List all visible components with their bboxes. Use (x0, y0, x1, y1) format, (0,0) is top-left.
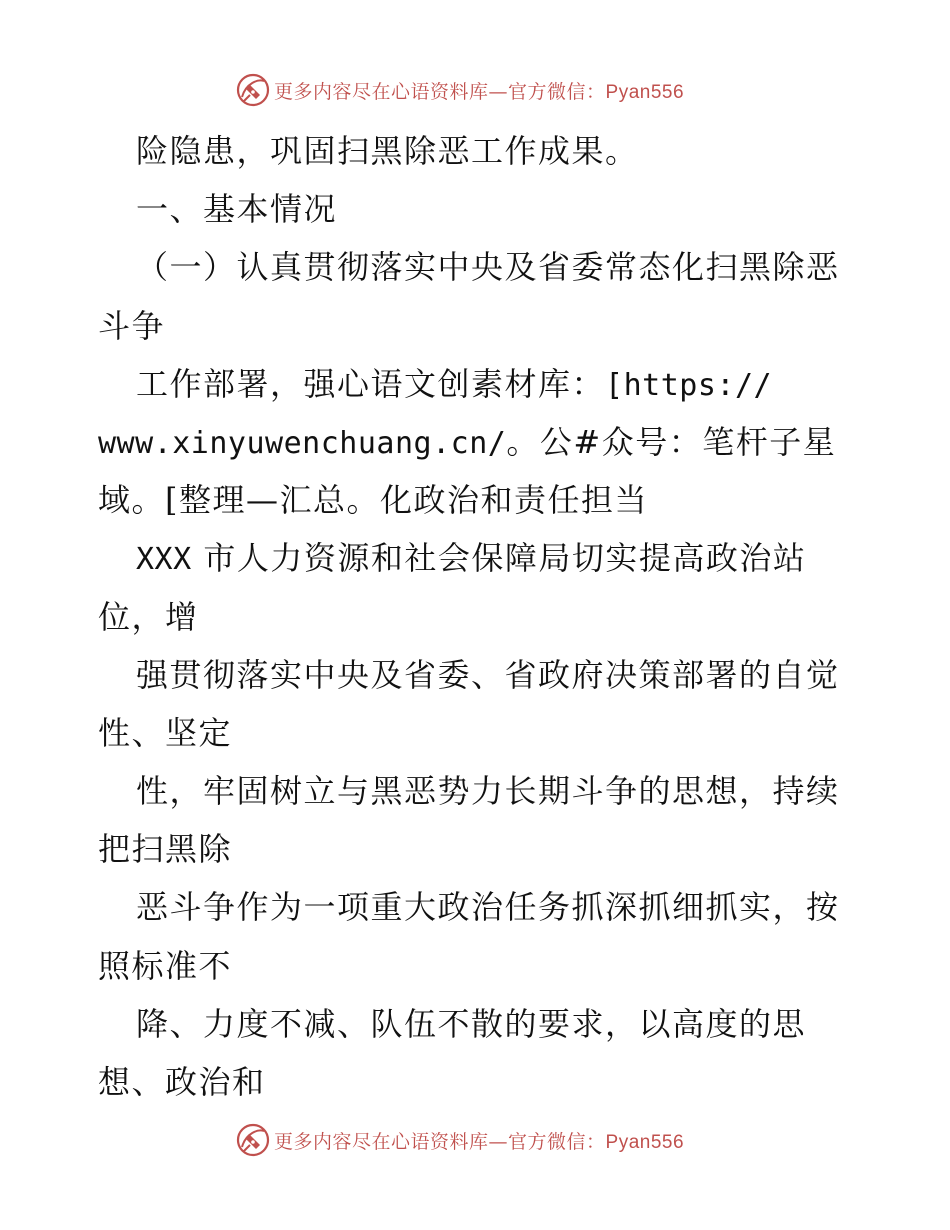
text-line-3: （一）认真贯彻落实中央及省委常态化扫黑除恶 (136, 248, 840, 287)
watermark-site-name: 更多内容尽在心语资料库 (274, 80, 489, 103)
text-line-10: 强贯彻落实中央及省委、省政府决策部署的自觉 (136, 655, 840, 694)
text-line-12: 性，牢固树立与黑恶势力长期斗争的思想，持续 (136, 772, 840, 811)
text-line-14: 恶斗争作为一项重大政治任务抓深抓细抓实，按 (136, 888, 840, 927)
pen-nib-swirl-logo-icon (236, 73, 270, 107)
text-line-11: 性、坚定 (98, 713, 233, 752)
watermark-dash: — (488, 80, 509, 103)
text-line-5: 工作部署，强心语文创素材库：[https:// (136, 364, 773, 403)
text-line-6: www.xinyuwenchuang.cn/。公#众号：笔杆子星 (98, 422, 837, 461)
text-line-9: 位，增 (98, 597, 199, 636)
watermark-wechat-label: 官方微信： (508, 80, 606, 103)
document-body (98, 122, 878, 1111)
watermark-text (274, 77, 684, 104)
text-line-1: 险隐患，巩固扫黑除恶工作成果。 (136, 132, 639, 170)
watermark-dash: — (488, 1130, 509, 1153)
text-line-15: 照标准不 (98, 946, 233, 985)
pen-nib-swirl-logo-icon (236, 1123, 270, 1157)
footer-watermark (236, 1122, 684, 1158)
header-watermark (236, 72, 684, 108)
watermark-wechat-id: Pyan556 (605, 1131, 685, 1153)
watermark-wechat-id: Pyan556 (605, 81, 685, 103)
watermark-text (274, 1127, 684, 1154)
text-line-7: 域。[整理—汇总。化政治和责任担当 (98, 481, 649, 520)
text-line-8: XXX 市人力资源和社会保障局切实提高政治站 (136, 539, 807, 578)
text-line-2: 一、基本情况 (136, 190, 338, 229)
text-line-4: 斗争 (98, 306, 166, 345)
watermark-site-name: 更多内容尽在心语资料库 (274, 1130, 489, 1153)
text-line-13: 把扫黑除 (98, 830, 233, 869)
watermark-wechat-label: 官方微信： (508, 1130, 606, 1153)
text-line-16: 降、力度不减、队伍不散的要求，以高度的思 (136, 1004, 807, 1043)
text-line-17: 想、政治和 (98, 1063, 266, 1101)
